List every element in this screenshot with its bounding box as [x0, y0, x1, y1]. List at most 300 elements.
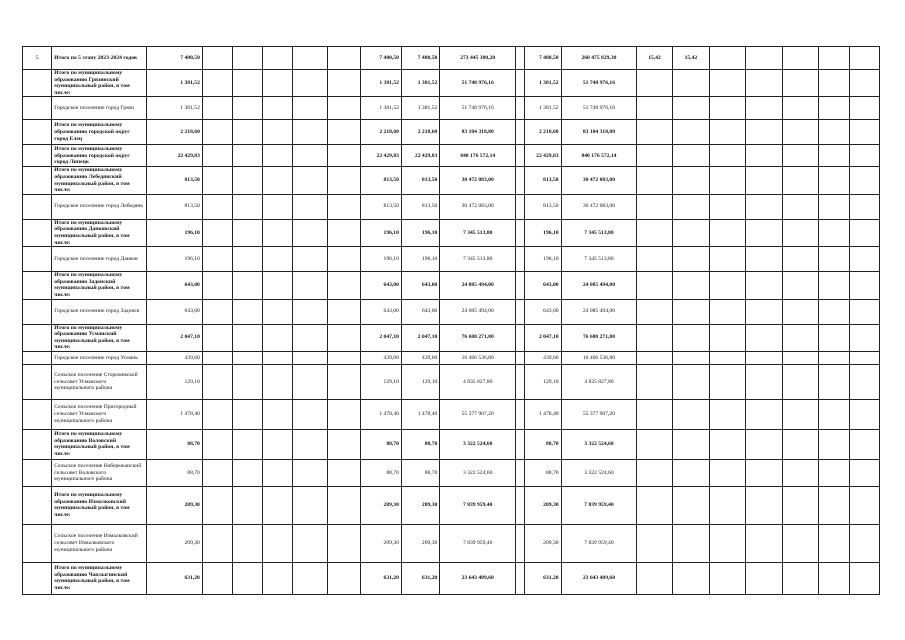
cell-cost-2: 840 176 572,14 [561, 145, 637, 167]
cell-area-4: 209,30 [525, 524, 561, 562]
row-name: Городское поселение город Грязи [52, 97, 147, 120]
cell-empty [516, 364, 525, 399]
cell-area-2: 1 381,52 [361, 70, 401, 97]
cell-area-3: 643,00 [401, 299, 439, 324]
cell-empty [637, 459, 672, 486]
cell-empty [710, 97, 746, 120]
cell-empty [292, 167, 327, 194]
cell-empty [849, 272, 879, 299]
cell-empty [292, 562, 327, 594]
cell-cost-2: 24 085 494,00 [561, 272, 637, 299]
cell-empty [516, 324, 525, 351]
row-name: Городское поселение город Данков [52, 247, 147, 272]
cell-empty [710, 299, 746, 324]
cell-empty [637, 486, 672, 524]
cell-empty [328, 47, 361, 70]
cell-empty [849, 399, 879, 429]
cell-area-2: 643,00 [361, 272, 401, 299]
cell-area-4: 2 047,10 [525, 324, 561, 351]
cell-empty [292, 324, 327, 351]
table-row [23, 70, 880, 97]
row-number [23, 324, 52, 351]
cell-area: 7 480,50 [147, 47, 203, 70]
cell-cost-2: 24 085 494,00 [561, 299, 637, 324]
cell-empty [202, 562, 232, 594]
cell-empty [233, 247, 263, 272]
row-name: Сельское поселение Сторожевской сельсовет Усманского муниципального района [52, 364, 147, 399]
row-number [23, 247, 52, 272]
cell-cost: 24 085 494,00 [440, 272, 516, 299]
cell-cost-2: 7 839 959,40 [561, 524, 637, 562]
cell-empty [672, 145, 709, 167]
cell-empty [263, 486, 292, 524]
cell-empty [202, 70, 232, 97]
cell-empty [672, 247, 709, 272]
cell-empty [746, 324, 782, 351]
cell-empty [849, 219, 879, 246]
cell-empty [672, 272, 709, 299]
row-number [23, 219, 52, 246]
cell-cost: 83 104 318,80 [440, 120, 516, 145]
cell-empty [782, 70, 818, 97]
row-name: Сельское поселение Набережанский сельсовет Воловского муниципального района [52, 459, 147, 486]
cell-empty [263, 145, 292, 167]
cell-cost-2: 7 839 959,40 [561, 486, 637, 524]
cell-area: 1 381,52 [147, 70, 203, 97]
cell-area: 643,00 [147, 272, 203, 299]
cell-empty [782, 145, 818, 167]
cell-empty [746, 70, 782, 97]
cell-empty [782, 272, 818, 299]
cell-empty [233, 364, 263, 399]
cell-empty [782, 167, 818, 194]
cell-area-2: 2 218,60 [361, 120, 401, 145]
cell-empty [637, 194, 672, 219]
cell-area-4: 439,60 [525, 351, 561, 364]
cell-empty [819, 299, 849, 324]
cell-cost: 16 466 536,80 [440, 351, 516, 364]
cell-empty [819, 145, 849, 167]
cell-empty [328, 120, 361, 145]
cell-empty [202, 524, 232, 562]
cell-empty [328, 351, 361, 364]
row-number [23, 272, 52, 299]
cell-empty [202, 324, 232, 351]
cell-empty [672, 399, 709, 429]
row-number [23, 351, 52, 364]
cell-area-4: 7 480,50 [525, 47, 561, 70]
table-row [23, 399, 880, 429]
cell-empty [672, 194, 709, 219]
cell-area-2: 813,50 [361, 167, 401, 194]
cell-area-3: 813,50 [401, 167, 439, 194]
row-number: 5 [23, 47, 52, 70]
cell-empty [263, 562, 292, 594]
cell-empty [782, 97, 818, 120]
cell-area-4: 1 478,40 [525, 399, 561, 429]
table-row [23, 247, 880, 272]
cell-empty [202, 399, 232, 429]
cell-empty [516, 47, 525, 70]
cell-empty [516, 351, 525, 364]
cell-empty [328, 247, 361, 272]
cell-empty [233, 324, 263, 351]
cell-empty [637, 429, 672, 459]
cell-cost-2: 83 104 318,80 [561, 120, 637, 145]
cell-empty [672, 167, 709, 194]
cell-empty [516, 486, 525, 524]
row-number [23, 562, 52, 594]
cell-empty [328, 364, 361, 399]
cell-empty [710, 145, 746, 167]
cell-empty [263, 272, 292, 299]
cell-empty [782, 524, 818, 562]
cell-area-3: 813,50 [401, 194, 439, 219]
cell-empty [819, 364, 849, 399]
cell-area-2: 88,70 [361, 459, 401, 486]
row-number [23, 399, 52, 429]
cell-area-3: 88,70 [401, 459, 439, 486]
cell-empty [202, 429, 232, 459]
row-name: Итого по 5 этапу 2023-2024 годов [52, 47, 147, 70]
cell-empty [328, 324, 361, 351]
cell-empty [819, 247, 849, 272]
cell-empty [263, 47, 292, 70]
cell-empty [292, 272, 327, 299]
cell-empty [637, 364, 672, 399]
cell-empty [672, 364, 709, 399]
cell-empty [849, 524, 879, 562]
cell-cost-2: 4 835 827,80 [561, 364, 637, 399]
cell-cost: 51 748 976,16 [440, 70, 516, 97]
cell-area: 1 381,52 [147, 97, 203, 120]
cell-empty [292, 299, 327, 324]
table-row [23, 524, 880, 562]
cell-empty [637, 399, 672, 429]
cell-empty [849, 120, 879, 145]
cell-area-4: 2 218,60 [525, 120, 561, 145]
cell-empty [233, 399, 263, 429]
table-row [23, 194, 880, 219]
cell-empty [516, 399, 525, 429]
cell-empty [292, 247, 327, 272]
table-row [23, 272, 880, 299]
cell-area-4: 813,50 [525, 194, 561, 219]
cell-cost: 840 176 572,14 [440, 145, 516, 167]
cell-area: 129,10 [147, 364, 203, 399]
row-number [23, 429, 52, 459]
cell-empty [328, 399, 361, 429]
cell-empty [328, 486, 361, 524]
cell-area: 643,00 [147, 299, 203, 324]
cell-cost: 30 472 083,00 [440, 167, 516, 194]
cell-cost-2: 30 472 083,00 [561, 167, 637, 194]
cell-empty [292, 459, 327, 486]
cell-cost: 3 322 524,60 [440, 429, 516, 459]
cell-empty [263, 429, 292, 459]
cell-empty [292, 70, 327, 97]
cell-empty [263, 167, 292, 194]
cell-area-2: 209,30 [361, 486, 401, 524]
row-name: Итого по муниципальному образованию Грязинский муниципальный район, в том числе: [52, 70, 147, 97]
cell-empty [263, 247, 292, 272]
cell-empty [328, 97, 361, 120]
cell-cost: 24 085 494,00 [440, 299, 516, 324]
cell-empty [710, 219, 746, 246]
cell-cost-2: 51 748 976,16 [561, 97, 637, 120]
cell-empty [782, 194, 818, 219]
cell-area: 196,10 [147, 219, 203, 246]
cell-cost: 7 839 959,40 [440, 524, 516, 562]
cell-empty [637, 562, 672, 594]
cell-empty [328, 562, 361, 594]
cell-area: 196,10 [147, 247, 203, 272]
cell-area-2: 129,10 [361, 364, 401, 399]
cell-area-3: 1 478,40 [401, 399, 439, 429]
row-name: Итого по муниципальному образованию городской округ город Елец [52, 120, 147, 145]
cell-empty [672, 486, 709, 524]
cell-empty [819, 167, 849, 194]
table-row [23, 429, 880, 459]
cell-empty [516, 167, 525, 194]
cell-empty [328, 524, 361, 562]
cell-empty [710, 524, 746, 562]
cell-empty [516, 429, 525, 459]
cell-empty [710, 429, 746, 459]
cell-empty [782, 120, 818, 145]
cell-empty [849, 486, 879, 524]
cell-area-4: 1 381,52 [525, 97, 561, 120]
row-name: Итого по муниципальному образованию Измалковский муниципальный район, в том числе: [52, 486, 147, 524]
cell-empty [819, 219, 849, 246]
cell-area: 209,30 [147, 486, 203, 524]
cell-empty [672, 351, 709, 364]
cell-empty [233, 524, 263, 562]
cell-empty [516, 247, 525, 272]
cell-cost-2: 76 680 271,80 [561, 324, 637, 351]
table-row [23, 145, 880, 167]
cell-empty [202, 486, 232, 524]
cell-empty [746, 120, 782, 145]
cell-empty [202, 351, 232, 364]
cell-empty [746, 459, 782, 486]
cell-empty [782, 247, 818, 272]
table-row [23, 351, 880, 364]
cell-area-2: 196,10 [361, 247, 401, 272]
cell-empty [263, 399, 292, 429]
cell-extra-2: 15,42 [672, 47, 709, 70]
cell-empty [849, 299, 879, 324]
cell-empty [746, 486, 782, 524]
cell-empty [849, 429, 879, 459]
cell-empty [746, 145, 782, 167]
table-row [23, 459, 880, 486]
cell-empty [819, 120, 849, 145]
cell-empty [819, 272, 849, 299]
cell-empty [328, 145, 361, 167]
cell-empty [292, 351, 327, 364]
cell-empty [710, 562, 746, 594]
cell-cost: 30 472 083,00 [440, 194, 516, 219]
cell-empty [710, 459, 746, 486]
cell-empty [819, 324, 849, 351]
cell-area-3: 7 480,50 [401, 47, 439, 70]
cell-empty [292, 524, 327, 562]
cell-empty [746, 194, 782, 219]
cell-empty [637, 351, 672, 364]
cell-empty [672, 120, 709, 145]
cell-area-4: 643,00 [525, 272, 561, 299]
row-name: Итого по муниципальному образованию Данковский муниципальный район, в том числе: [52, 219, 147, 246]
cell-empty [292, 364, 327, 399]
cell-empty [637, 97, 672, 120]
document-page [22, 46, 880, 634]
cell-empty [516, 524, 525, 562]
cell-empty [516, 272, 525, 299]
cell-empty [849, 351, 879, 364]
table-row [23, 120, 880, 145]
cell-empty [263, 324, 292, 351]
cell-empty [746, 562, 782, 594]
cell-empty [782, 486, 818, 524]
cell-empty [292, 120, 327, 145]
cell-empty [746, 219, 782, 246]
cell-empty [233, 167, 263, 194]
stage-table [22, 46, 880, 595]
cell-area-3: 196,10 [401, 247, 439, 272]
cell-empty [292, 486, 327, 524]
cell-empty [233, 70, 263, 97]
cell-area: 2 218,60 [147, 120, 203, 145]
cell-cost-2: 3 322 524,60 [561, 459, 637, 486]
cell-empty [819, 459, 849, 486]
cell-area: 209,30 [147, 524, 203, 562]
cell-empty [233, 486, 263, 524]
cell-empty [710, 120, 746, 145]
row-number [23, 459, 52, 486]
cell-empty [292, 399, 327, 429]
row-name: Итого по муниципальному образованию Чаплыгинский муниципальный район, в том числе: [52, 562, 147, 594]
cell-empty [637, 219, 672, 246]
cell-empty [819, 47, 849, 70]
cell-empty [819, 486, 849, 524]
row-number [23, 70, 52, 97]
cell-area-2: 7 480,50 [361, 47, 401, 70]
cell-area-3: 631,20 [401, 562, 439, 594]
cell-cost-2: 7 345 513,80 [561, 219, 637, 246]
cell-area: 88,70 [147, 429, 203, 459]
cell-area-4: 129,10 [525, 364, 561, 399]
cell-empty [746, 429, 782, 459]
stage-total-row [23, 47, 880, 70]
cell-empty [819, 429, 849, 459]
cell-empty [710, 247, 746, 272]
cell-empty [819, 194, 849, 219]
row-number [23, 524, 52, 562]
cell-empty [263, 70, 292, 97]
cell-empty [637, 120, 672, 145]
cell-empty [202, 364, 232, 399]
cell-empty [819, 399, 849, 429]
cell-empty [292, 429, 327, 459]
cell-empty [637, 167, 672, 194]
cell-cost: 7 345 513,80 [440, 247, 516, 272]
cell-area-4: 813,50 [525, 167, 561, 194]
cell-empty [672, 524, 709, 562]
cell-empty [516, 70, 525, 97]
cell-area-3: 196,10 [401, 219, 439, 246]
cell-empty [328, 299, 361, 324]
cell-cost-2: 23 643 489,60 [561, 562, 637, 594]
cell-empty [263, 219, 292, 246]
cell-empty [746, 524, 782, 562]
cell-area: 2 047,10 [147, 324, 203, 351]
cell-area-4: 631,20 [525, 562, 561, 594]
cell-area-3: 643,00 [401, 272, 439, 299]
cell-area-3: 2 047,10 [401, 324, 439, 351]
cell-empty [328, 167, 361, 194]
cell-cost-2: 55 377 907,20 [561, 399, 637, 429]
cell-empty [637, 247, 672, 272]
row-number [23, 299, 52, 324]
cell-empty [819, 524, 849, 562]
table-row [23, 324, 880, 351]
cell-empty [233, 351, 263, 364]
cell-empty [637, 299, 672, 324]
row-number [23, 97, 52, 120]
cell-area: 88,70 [147, 459, 203, 486]
cell-empty [516, 219, 525, 246]
cell-cost-2: 51 748 976,16 [561, 70, 637, 97]
row-name: Сельское поселение Измалковский сельсовет Измалковского муниципального района [52, 524, 147, 562]
cell-empty [202, 247, 232, 272]
cell-area: 813,50 [147, 194, 203, 219]
row-name: Сельское поселение Пригородный сельсовет Усманского муниципального района [52, 399, 147, 429]
cell-empty [672, 429, 709, 459]
cell-empty [292, 194, 327, 219]
table-row [23, 486, 880, 524]
cell-area: 22 429,83 [147, 145, 203, 167]
cell-area-4: 196,10 [525, 219, 561, 246]
cell-empty [746, 299, 782, 324]
cell-empty [849, 145, 879, 167]
cell-empty [328, 194, 361, 219]
cell-empty [710, 364, 746, 399]
table-body [23, 47, 880, 595]
cell-area-2: 1 478,40 [361, 399, 401, 429]
cell-empty [849, 70, 879, 97]
cell-area-3: 129,10 [401, 364, 439, 399]
cell-empty [746, 97, 782, 120]
cell-empty [516, 562, 525, 594]
cell-empty [328, 219, 361, 246]
cell-empty [782, 459, 818, 486]
cell-cost: 7 345 513,80 [440, 219, 516, 246]
cell-empty [233, 299, 263, 324]
cell-empty [710, 351, 746, 364]
cell-empty [202, 459, 232, 486]
cell-empty [819, 562, 849, 594]
row-number [23, 167, 52, 194]
cell-area-3: 22 429,83 [401, 145, 439, 167]
cell-empty [710, 167, 746, 194]
cell-empty [263, 524, 292, 562]
cell-area-2: 209,30 [361, 524, 401, 562]
cell-empty [849, 97, 879, 120]
cell-empty [292, 47, 327, 70]
cell-empty [782, 562, 818, 594]
table-row [23, 167, 880, 194]
